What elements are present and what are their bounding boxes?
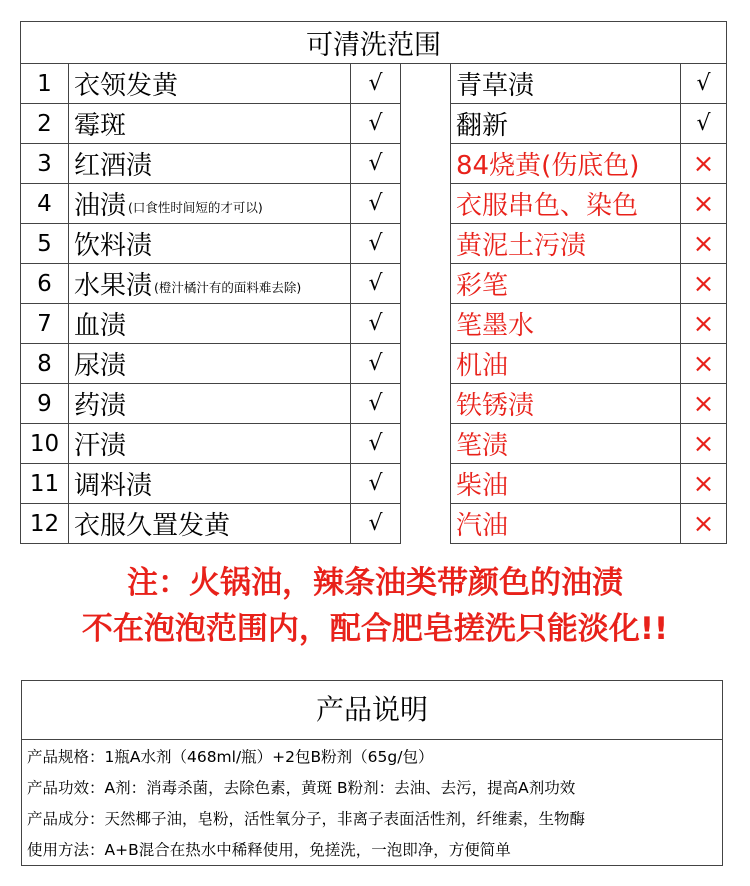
right-item-label: 彩笔 bbox=[451, 264, 681, 304]
check-mark-icon: √ bbox=[351, 344, 401, 384]
product-description-box bbox=[21, 680, 723, 866]
row-number: 12 bbox=[21, 504, 69, 544]
check-mark-icon: √ bbox=[351, 184, 401, 224]
left-item-label: 调料渍 bbox=[74, 471, 153, 501]
table-row bbox=[21, 304, 727, 344]
left-item-label: 饮料渍 bbox=[74, 231, 153, 261]
table-row bbox=[21, 104, 727, 144]
cross-mark-icon: × bbox=[681, 264, 727, 304]
table-row bbox=[21, 224, 727, 264]
table-row bbox=[21, 144, 727, 184]
check-mark-icon: √ bbox=[351, 104, 401, 144]
left-item-cell bbox=[69, 144, 351, 184]
column-gap bbox=[401, 424, 451, 464]
row-number: 9 bbox=[21, 384, 69, 424]
left-item-note: (橙汁橘汁有的面料难去除) bbox=[154, 279, 302, 295]
left-item-label: 血渍 bbox=[74, 311, 127, 341]
column-gap bbox=[401, 64, 451, 104]
column-gap bbox=[401, 464, 451, 504]
left-item-label: 尿渍 bbox=[74, 351, 127, 381]
cross-mark-icon: × bbox=[681, 344, 727, 384]
column-gap bbox=[401, 344, 451, 384]
check-mark-icon: √ bbox=[351, 304, 401, 344]
left-item-label: 药渍 bbox=[74, 391, 127, 421]
table-row bbox=[21, 504, 727, 544]
left-item-cell bbox=[69, 184, 351, 224]
right-item-label: 柴油 bbox=[451, 464, 681, 504]
column-gap bbox=[401, 504, 451, 544]
cleaning-range-table bbox=[20, 21, 727, 544]
right-item-label: 翻新 bbox=[451, 104, 681, 144]
check-mark-icon: √ bbox=[351, 384, 401, 424]
cross-mark-icon: × bbox=[681, 384, 727, 424]
table-row bbox=[21, 384, 727, 424]
row-number: 5 bbox=[21, 224, 69, 264]
check-mark-icon: √ bbox=[681, 64, 727, 104]
left-item-label: 衣领发黄 bbox=[74, 71, 179, 101]
row-number: 7 bbox=[21, 304, 69, 344]
table-row bbox=[21, 184, 727, 224]
cross-mark-icon: × bbox=[681, 304, 727, 344]
column-gap bbox=[401, 384, 451, 424]
row-number: 11 bbox=[21, 464, 69, 504]
warning-line-2: 不在泡泡范围内，配合肥皂搓洗只能淡化!! bbox=[81, 611, 669, 647]
cross-mark-icon: × bbox=[681, 504, 727, 544]
right-item-label: 机油 bbox=[451, 344, 681, 384]
cross-mark-icon: × bbox=[681, 224, 727, 264]
left-item-label: 衣服久置发黄 bbox=[74, 511, 231, 541]
product-title: 产品说明 bbox=[22, 681, 722, 740]
warning-notice bbox=[0, 560, 750, 652]
left-item-cell bbox=[69, 464, 351, 504]
spec-line-specification: 产品规格：1瓶A水剂（468ml/瓶）+2包B粉剂（65g/包） bbox=[27, 748, 434, 766]
check-mark-icon: √ bbox=[681, 104, 727, 144]
left-item-cell bbox=[69, 264, 351, 304]
left-item-label: 油渍 bbox=[74, 191, 127, 221]
table-row bbox=[21, 424, 727, 464]
column-gap bbox=[401, 264, 451, 304]
table-row bbox=[21, 344, 727, 384]
cross-mark-icon: × bbox=[681, 144, 727, 184]
column-gap bbox=[401, 144, 451, 184]
right-item-label: 黄泥土污渍 bbox=[451, 224, 681, 264]
left-item-label: 霉斑 bbox=[74, 111, 127, 141]
row-number: 10 bbox=[21, 424, 69, 464]
column-gap bbox=[401, 184, 451, 224]
left-item-cell bbox=[69, 104, 351, 144]
row-number: 1 bbox=[21, 64, 69, 104]
table-title: 可清洗范围 bbox=[21, 22, 727, 64]
check-mark-icon: √ bbox=[351, 464, 401, 504]
row-number: 4 bbox=[21, 184, 69, 224]
column-gap bbox=[401, 104, 451, 144]
right-item-label: 衣服串色、染色 bbox=[451, 184, 681, 224]
cross-mark-icon: × bbox=[681, 424, 727, 464]
row-number: 3 bbox=[21, 144, 69, 184]
check-mark-icon: √ bbox=[351, 144, 401, 184]
right-item-label: 汽油 bbox=[451, 504, 681, 544]
check-mark-icon: √ bbox=[351, 424, 401, 464]
table-title-row bbox=[21, 22, 727, 64]
spec-line-usage: 使用方法：A+B混合在热水中稀释使用，免搓洗，一泡即净，方便简单 bbox=[27, 841, 511, 859]
right-item-label: 铁锈渍 bbox=[451, 384, 681, 424]
spec-line-ingredients: 产品成分：天然椰子油，皂粉，活性氧分子，非离子表面活性剂，纤维素，生物酶 bbox=[27, 810, 586, 828]
column-gap bbox=[401, 224, 451, 264]
warning-line-1: 注：火锅油，辣条油类带颜色的油渍 bbox=[127, 565, 623, 601]
left-item-note: (口食性时间短的才可以) bbox=[128, 199, 263, 215]
right-item-label: 笔渍 bbox=[451, 424, 681, 464]
cross-mark-icon: × bbox=[681, 464, 727, 504]
table-row bbox=[21, 264, 727, 304]
column-gap bbox=[401, 304, 451, 344]
left-item-cell bbox=[69, 504, 351, 544]
right-item-label: 笔墨水 bbox=[451, 304, 681, 344]
table-row bbox=[21, 464, 727, 504]
row-number: 6 bbox=[21, 264, 69, 304]
cross-mark-icon: × bbox=[681, 184, 727, 224]
left-item-label: 汗渍 bbox=[74, 431, 127, 461]
check-mark-icon: √ bbox=[351, 64, 401, 104]
right-item-label: 青草渍 bbox=[451, 64, 681, 104]
left-item-cell bbox=[69, 304, 351, 344]
check-mark-icon: √ bbox=[351, 264, 401, 304]
row-number: 2 bbox=[21, 104, 69, 144]
row-number: 8 bbox=[21, 344, 69, 384]
check-mark-icon: √ bbox=[351, 224, 401, 264]
left-item-label: 水果渍 bbox=[74, 271, 153, 301]
check-mark-icon: √ bbox=[351, 504, 401, 544]
left-item-cell bbox=[69, 64, 351, 104]
right-item-label: 84烧黄(伤底色) bbox=[451, 144, 681, 184]
left-item-cell bbox=[69, 344, 351, 384]
table-row bbox=[21, 64, 727, 104]
left-item-cell bbox=[69, 424, 351, 464]
left-item-label: 红酒渍 bbox=[74, 151, 153, 181]
left-item-cell bbox=[69, 224, 351, 264]
left-item-cell bbox=[69, 384, 351, 424]
spec-line-effect: 产品功效：A剂：消毒杀菌，去除色素，黄斑 B粉剂：去油、去污，提高A剂功效 bbox=[27, 779, 576, 797]
